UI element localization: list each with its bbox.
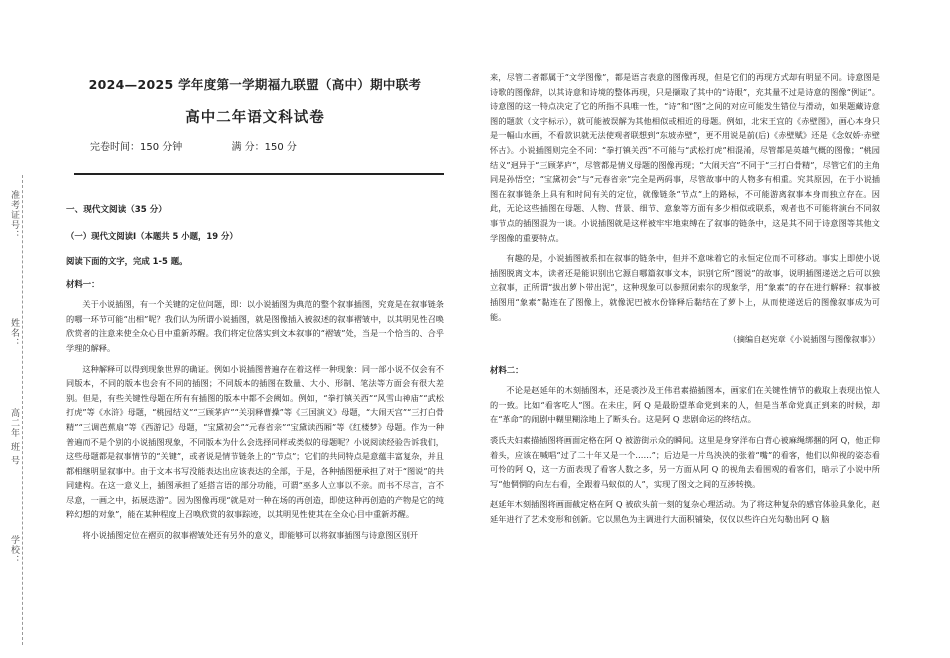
source-note: （摘编自赵宪章《小说插图与图像叙事》） xyxy=(728,334,880,345)
name-label: 姓名： xyxy=(9,318,19,348)
score-label: 满 分：150 分 xyxy=(231,142,297,154)
material-one-label: 材料一： xyxy=(66,278,100,289)
exam-meta xyxy=(90,141,444,156)
paragraph: 裘氏夫妇素描插图将画面定格在阿 Q 被游街示众的瞬间。这里是身穿洋布白背心被麻绳绑捆的阿 Q，他正仰着头，应该在喊唱“过了二十年又是一个……”；后边是一片鸟泱泱的张着“嘴”的看客，他们以仰视的姿态看可怜的阿 Q，这一方面表现了看客人数之多，另一方面从阿 Q 的视角去看围观的看客们，暗示了小说中所写“他惘惘的向左右看，全跟着马蚁似的人”，实现了图文之间的互涉转换。 xyxy=(490,435,880,489)
class-label: 高二年 班 号 xyxy=(9,408,19,466)
paragraph: 赵延年木刻插图将画面截定格在阿 Q 被砍头前一刻的复杂心理活动。为了将这种复杂的感官体验具象化，赵延年进行了艺术变形和创新。它以黑色为主调进行大面积铺染，仅仅以些许白光勾勒出阿 Q 脑 xyxy=(490,499,880,525)
school-label: 学校： xyxy=(9,535,19,565)
exam-title: 2024—2025 学年度第一学期福九联盟（高中）期中联考 xyxy=(88,77,422,92)
paper-title: 高中二年语文科试卷 xyxy=(185,109,325,126)
material-two-label: 材料二： xyxy=(490,364,524,375)
paragraph: 来，尽管二者都属于“文学图像”，都是语言表意的图像再现，但是它们的再现方式却有明显不同。诗意图是诗歌的图像辞，以其诗意和诗境的整体再现，只是撷取了其中的“诗眼”，充其量不过是诗意的图像“例证”。诗意图的这一特点决定了它的所指不具唯一性，“诗”和“图”之间的对应可能发生错位与滑动，如果题藏诗意图的题款（文字标示），就可能被误解为其他相似或相近的母题。例如，北宋王宜的《赤壁图》，画心本身只是一幅山水画，不看款识就无法使观者联想到“东坡赤壁”，更不用说是前(后)《赤壁赋》还是《念奴娇·赤壁怀古》。小说插图则完全不同：“拳打镇关西”不可能与“武松打虎”相混淆，尽管都是英雄气概的图像；“桃园结义”迥异于“三顾茅庐”，尽管都是情义母题的图像再现；“大闹天宫”不同于“三打白骨精”，尽管它们的主角同是孙悟空；“宝黛初会”与“元春省亲”完全是两码事，尽管故事中的人物多有相重。究其原因，在于小说插图在叙事链条上具有和时间有关的定位，就像链条“节点”上的路标，不可能游离叙事本身而独立存在。因此，无论这些插图在母题、人物、背景、细节、意象等方面有多少相似或联系，观者也不可能将演台不同叙事节点的插图混为一谈。小说插图就是这样被牢牢地束缚在了叙事的链条中，这是其不同于诗意图等其他文学图像的重要特点。 xyxy=(490,72,880,243)
paragraph: 关于小说插图，有一个关键的定位问题，即：以小说插图为典范的整个叙事插图，究竟是在叙事链条的哪一环节可能“出相”呢？我们认为所谓小说插图，就是图像插入被叙述的叙事褶皱中，以其明见性召唤欣赏者的注意来使全众心目中重新苏醒。我们将定位落实到文本叙事的“褶皱”处，当是一个恰当的、合乎学理的解释。 xyxy=(66,299,444,353)
binding-line xyxy=(22,175,23,645)
paragraph: 这种解释可以得到现象世界的确证。例如小说插图普遍存在着这样一种现象：同一部小说不仅会有不同版本，不同的版本也会有不同的插图；不同版本的插图在数量、大小、形制、笔法等方面会有很大差别。但是，有些关键性母题在所有有插图的版本中都不会阙如。例如，“拳打镇关西”“风雪山神庙”“武松打虎”等《水浒》母题，“桃园结义”“三顾茅庐”“关羽释曹操”等《三国演义》母题，“大闹天宫”“三打白骨精”“三调芭蕉扇”等《西游记》母题，“宝黛初会”“元春省亲”“宝黛读西厢”等《红楼梦》母题。作为一种普遍而不是个别的小说插图现象，不同版本为什么会选择同样或类似的母题呢？小说阅读经验告诉我们，这些母题都是叙事情节的“关键”，或者说是情节链条上的“节点”；它们的共同特点是意蕴丰富复杂，并且都相继明显叙事中。由于文本书写没能表达出应该表达的全部，于是，各种插图便承担了对于“图说”的共同建构。在这一意义上，插图承担了延搭言语的部分功能，可谓“巫多人立事以不亲。而书不尽言，言不尽意，一画之中，拓展迭游”。因为图像再现“就是对一种在场的再创造，即使这种再创造的产物是它的纯粹幻想的对象”，能在某种程度上召唤欣赏的叙事踪迹，以其明见性使其在全众心目中重新苏醒。 xyxy=(66,363,444,520)
instruction: 阅读下面的文字，完成 1-5 题。 xyxy=(66,255,188,266)
left-column xyxy=(66,70,444,543)
paragraph: 将小说插图定位在褶页的叙事褶皱处还有另外的意义，即能够可以将叙事插图与诗意图区别开 xyxy=(82,530,419,541)
header-rule xyxy=(74,173,444,175)
right-column xyxy=(490,70,880,527)
sub-heading: （一）现代文阅读Ⅰ（本题共 5 小题，19 分） xyxy=(66,231,238,242)
time-label: 完卷时间：150 分钟 xyxy=(90,142,183,154)
paragraph: 有趣的是，小说插图被系扣在叙事的链条中，但并不意味着它的永恒定位而不可移动。事实上即使小说插图脱离文本，读者还是能识别出它源自哪篇叙事文本，识别它所“图说”的故事，说明插图递送之后可以独立叙事，正所谓“拔出萝卜带出泥”，这种现象可以参照闭索尔的现象学，用“象素”的存在进行解释：叙事被插图用“象素”黏连在了图像上，就像泥巴被水份锋释后黏结在了萝卜上，从而使递送后的图像叙事成为可能。 xyxy=(490,253,880,322)
paragraph: 不论是赵延年的木刻插图本，还是裘沙及王伟君素描插图本，画家们在关键性情节的截取上表现出惊人的一致。比如“看客吃人”图。在未庄，阿 Q 是最盼望革命党到来的人，但是当革命党真正到来的时候，却在“革命”的闹剧中糊里糊涂地上了断头台。这是阿 Q 悲剧命运的终结点。 xyxy=(490,385,880,425)
section-heading: 一、现代文阅读（35 分） xyxy=(66,204,167,215)
exam-number-label: 准考证号： xyxy=(9,190,19,240)
